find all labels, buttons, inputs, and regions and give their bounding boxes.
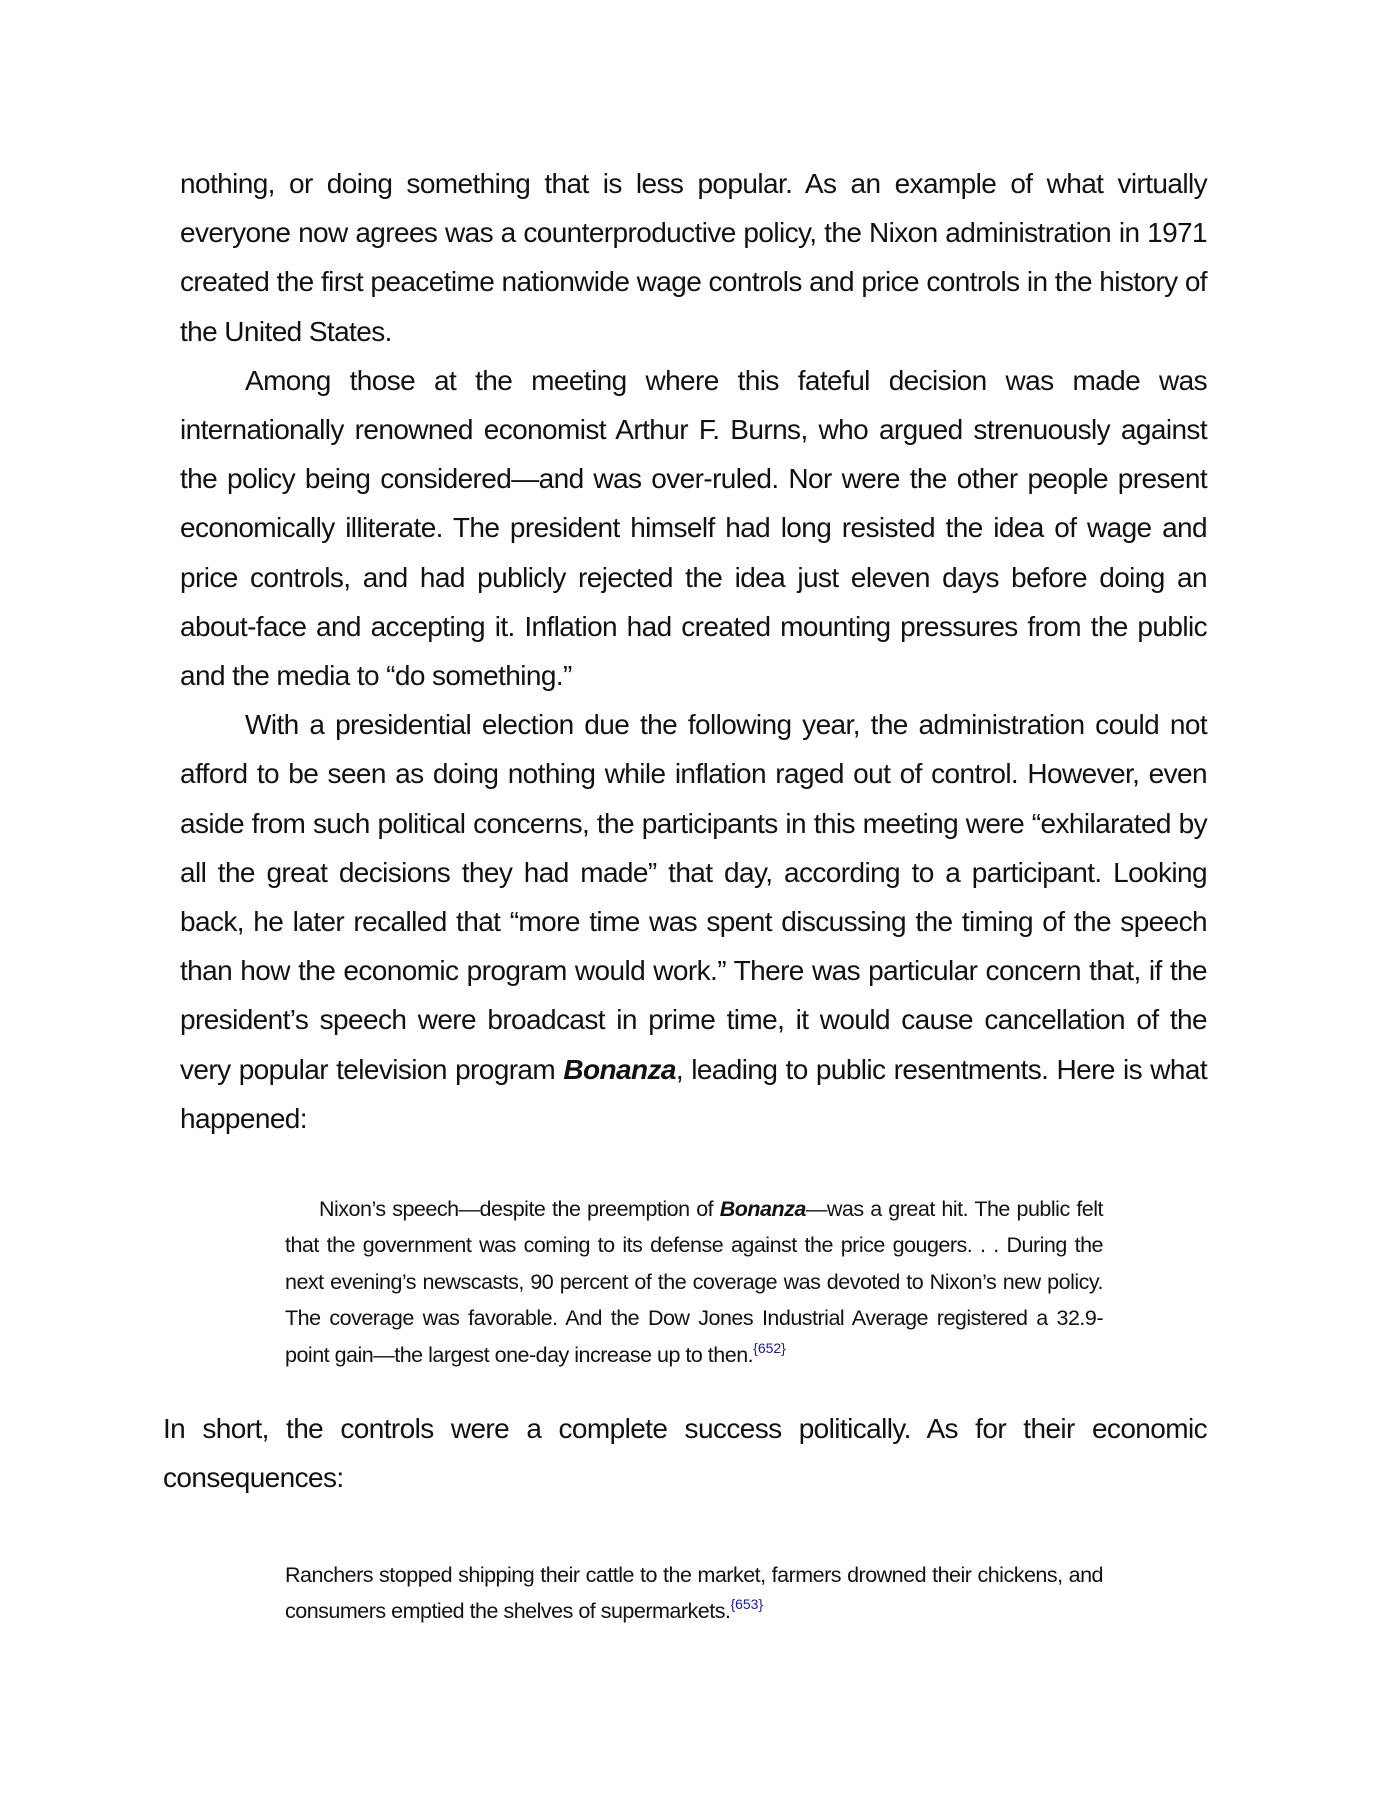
paragraph-continuation: nothing, or doing something that is less popular. As an example of what virtually everyone now agrees was a counterproductive policy, the Nixon administration in 1971 created the first peacetime nationwide wage controls and price controls in the history of the United States.	[180, 168, 1207, 347]
paragraph-election-text: With a presidential election due the following year, the administration could not afford to be seen as doing nothing while inflation raged out of control. However, even aside from such political concerns, the participants in this meeting were “exhilarated by all the great decisions they had made” that day, according to a participant. Looking back, he later recalled that “more time was spent discussing the timing of the speech than how the economic program would work.” There was particular concern that, if the president’s speech were broadcast in prime time, it would cause cancellation of the very popular television program	[180, 709, 1207, 1085]
footnote-link-653[interactable]: {653}	[730, 1596, 764, 1613]
paragraph-election	[180, 700, 1207, 1143]
quote-paragraph	[285, 1557, 1103, 1630]
quote-text-end: —was a great hit. The public felt that the government was coming to its defense against the price gougers. . . During the next evening’s newscasts, 90 percent of the coverage was devoted to Nixon’s new policy. The coverage was favorable. And the Dow Jones Industrial Average registered a 32.9-point gain—the largest one-day increase up to then.	[285, 1197, 1103, 1367]
emphasis-bonanza: Bonanza	[563, 1053, 676, 1085]
block-quote-consequences	[285, 1557, 1103, 1630]
paragraph-burns: Among those at the meeting where this fateful decision was made was internationally renowned economist Arthur F. Burns, who argued strenuously against the policy being considered—and was over-ruled. Nor were the other people present economically illiterate. The president himself had long resisted the idea of wage and price controls, and had publicly rejected the idea just eleven days before doing an about-face and accepting it. Inflation had created mounting pressures from the public and the media to “do something.”	[180, 364, 1207, 692]
quote-text: Nixon’s speech—despite the preemption of	[319, 1197, 720, 1221]
emphasis-bonanza: Bonanza	[719, 1197, 806, 1221]
paragraph-election-text-end: , leading to public resentments. Here is what happened:	[180, 1053, 1207, 1134]
summary-text: In short, the controls were a complete success politically. As for their economic consequences:	[163, 1413, 1207, 1494]
footnote-link-652[interactable]: {652}	[753, 1339, 786, 1356]
block-quote-nixon-speech	[285, 1191, 1103, 1373]
quote-paragraph	[285, 1191, 1103, 1373]
summary-paragraph	[163, 1404, 1207, 1502]
quote-text: Ranchers stopped shipping their cattle to the market, farmers drowned their chickens, and consumers emptied the shelves of supermarkets.	[285, 1563, 1103, 1624]
body-text	[180, 159, 1207, 1143]
